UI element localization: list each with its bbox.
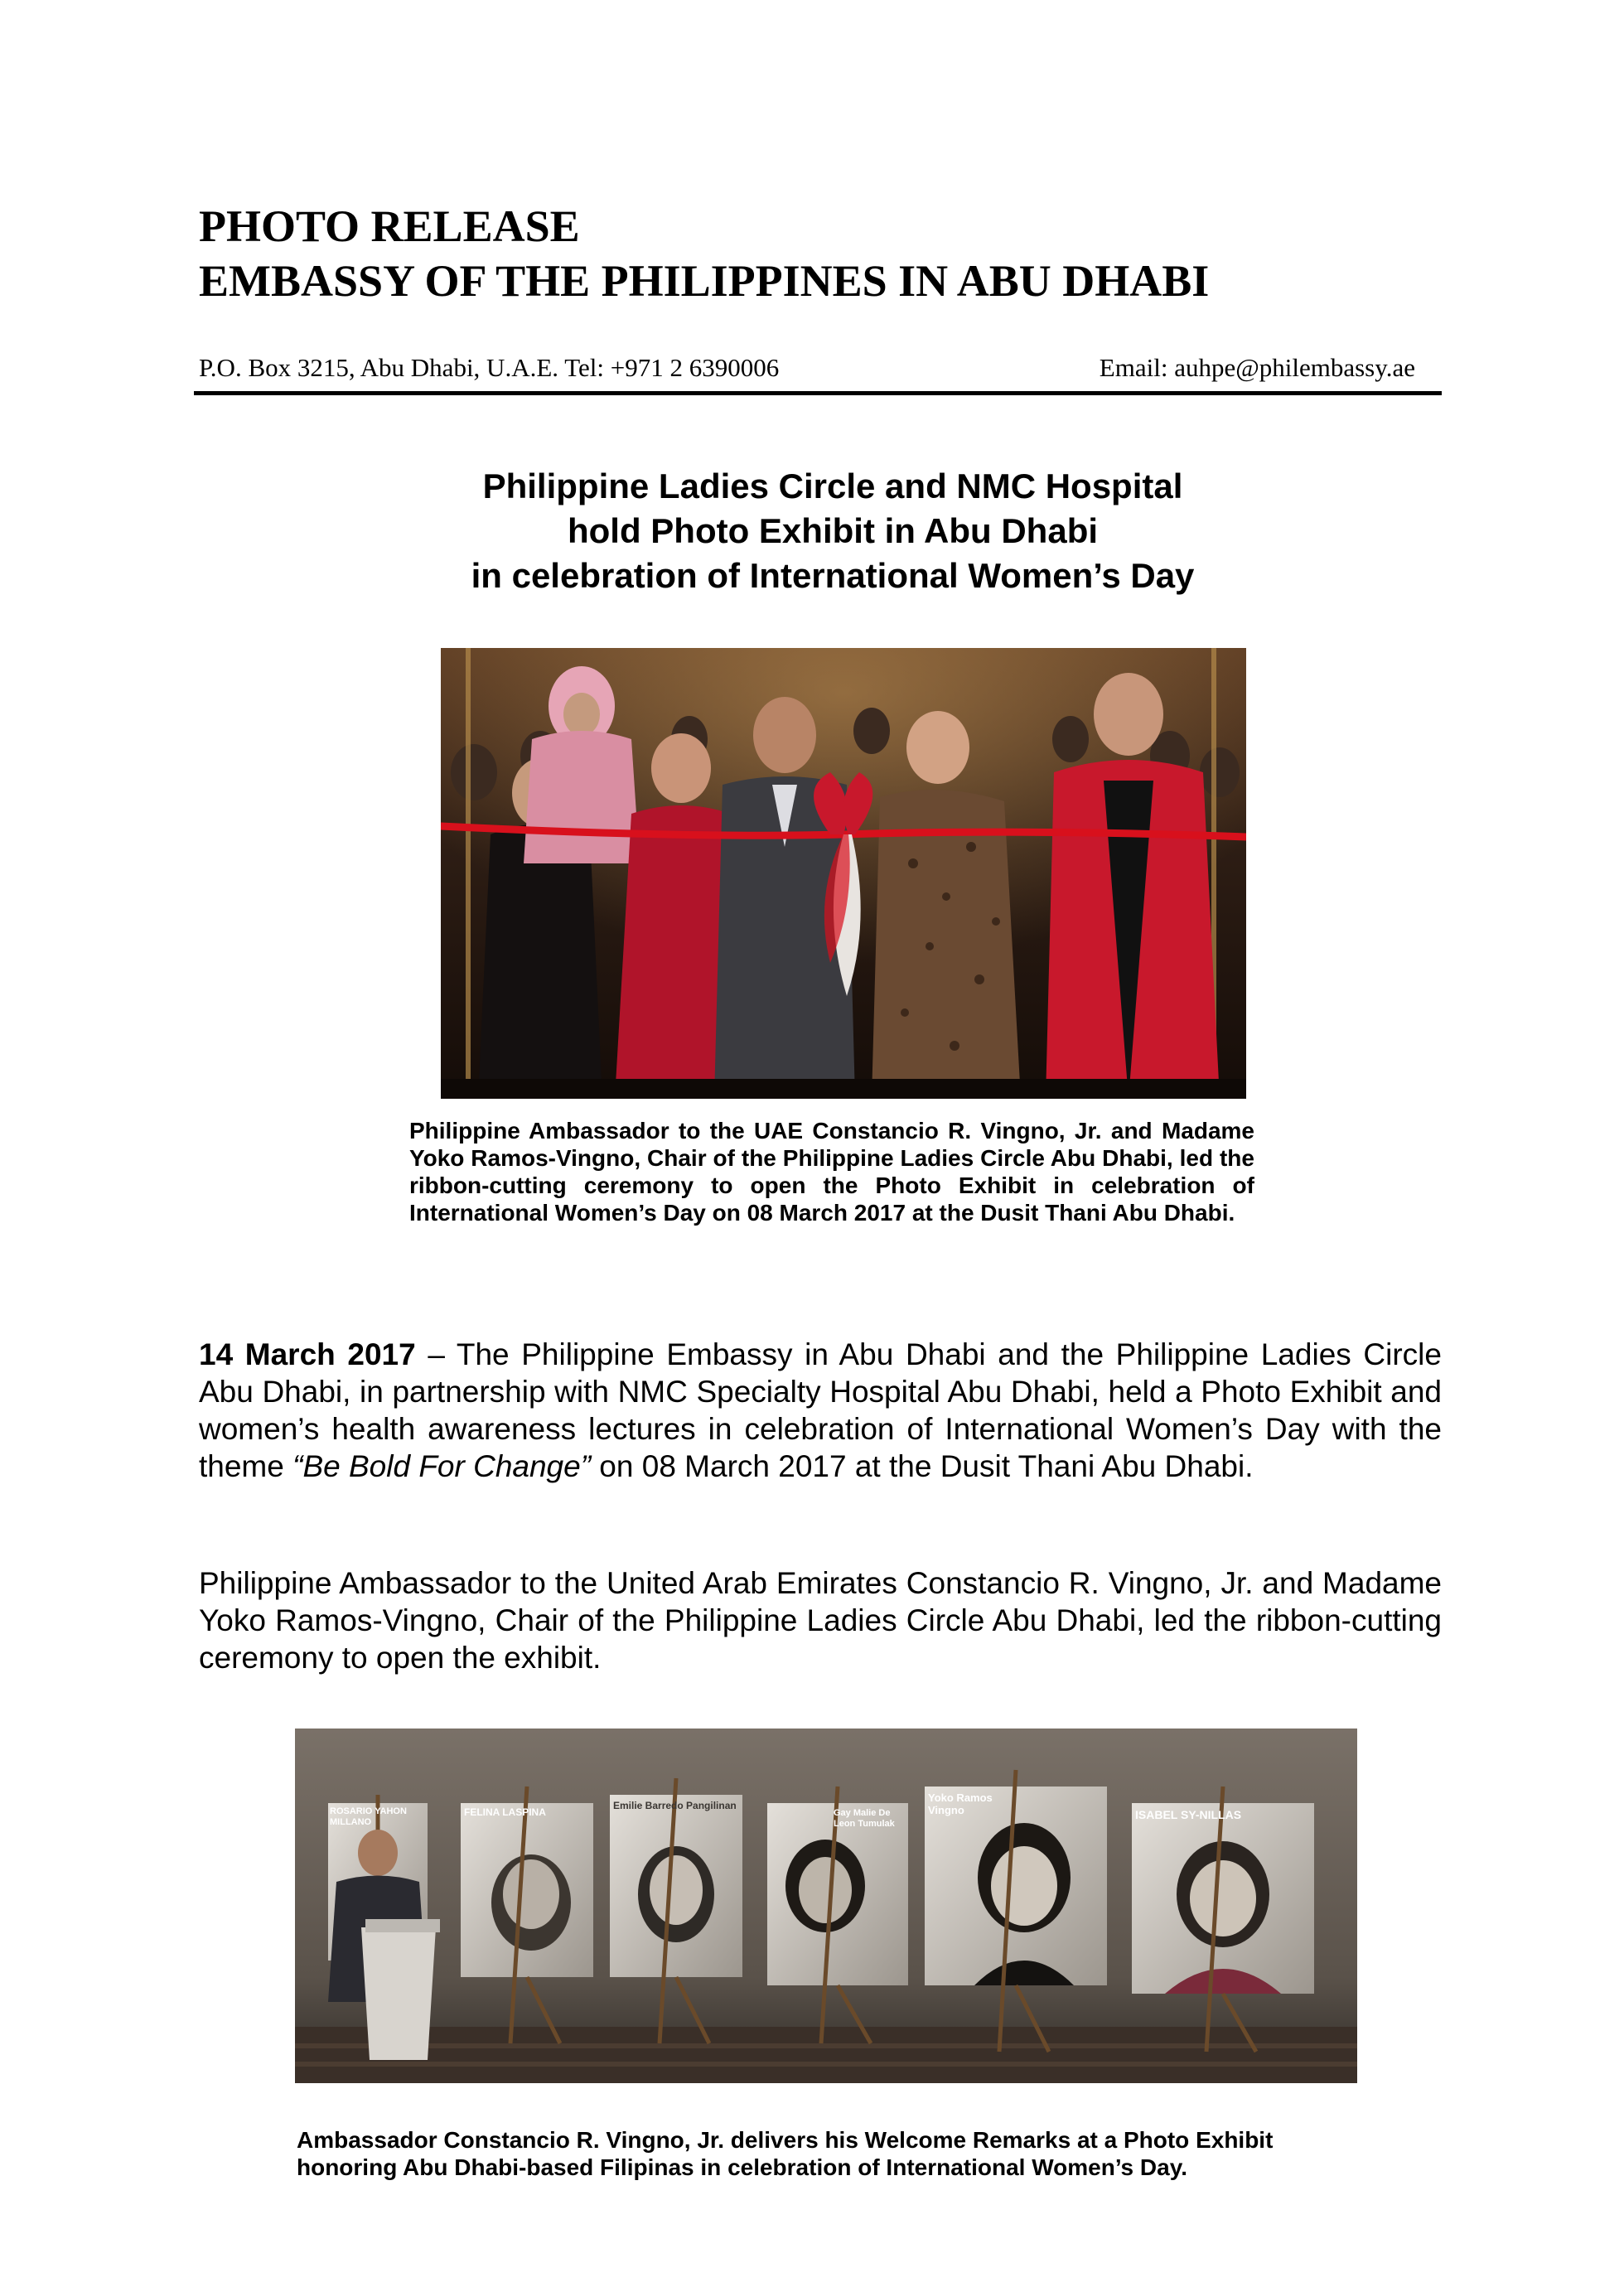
header-divider <box>194 391 1442 395</box>
headline-line-3: in celebration of International Women’s Day <box>471 556 1195 595</box>
headline <box>298 464 1367 598</box>
contact-email: Email: auhpe@philembassy.ae <box>1099 353 1415 382</box>
ribbon-cutting-illustration <box>441 648 1246 1099</box>
masthead-subtitle: EMBASSY OF THE PHILIPPINES IN ABU DHABI <box>199 256 1210 306</box>
contact-address: P.O. Box 3215, Abu Dhabi, U.A.E. Tel: +971 2 6390006 <box>199 353 780 382</box>
portrait-label-2: FELINA LASPINA <box>464 1806 546 1818</box>
exhibit-caption-line-2: honoring Abu Dhabi-based Filipinas in celebration of International Women’s Day. <box>297 2154 1187 2180</box>
body-paragraph-1 <box>199 1336 1442 1485</box>
masthead-title: PHOTO RELEASE <box>199 201 580 251</box>
exhibit-illustration <box>295 1729 1357 2083</box>
body-paragraph-2: Philippine Ambassador to the United Arab Emirates Constancio R. Vingno, Jr. and Madame Yoko Ramos-Vingno, Chair of the Philippine Ladies Circle Abu Dhabi, led the ribbon-cutting ceremony to open the exhibit. <box>199 1566 1442 1675</box>
headline-line-1: Philippine Ladies Circle and NMC Hospital <box>482 467 1183 505</box>
masthead <box>199 199 1442 308</box>
ribbon-cutting-photo <box>441 648 1246 1099</box>
body-paragraph-1-part-a: – The Philippine Embassy in Abu Dhabi and the Philippine Ladies Circle Abu Dhabi, in partnership with NMC Specialty Hospital Abu Dhabi, held a Photo Exhibit and women’s health awareness lectures in celebration of International Women’s Day with the theme <box>199 1337 1442 1483</box>
exhibit-photo-caption <box>297 2126 1374 2181</box>
portrait-label-3: Emilie Barredo Pangilinan <box>613 1800 737 1811</box>
exhibit-photo <box>295 1729 1357 2083</box>
portrait-label-6: ISABEL SY-NILLAS <box>1135 1808 1242 1821</box>
portrait-label-4: Gay Malie De Leon Tumulak <box>834 1808 895 1829</box>
headline-line-2: hold Photo Exhibit in Abu Dhabi <box>567 511 1099 550</box>
theme-text: “Be Bold For Change” <box>292 1449 592 1483</box>
ribbon-photo-caption: Philippine Ambassador to the UAE Constancio R. Vingno, Jr. and Madame Yoko Ramos-Vingno, Chair of the Philippine Ladies Circle Abu Dhabi, led the ribbon-cutting ceremony to open the Photo Exhibit in celebration of International Women’s Day on 08 March 2017 at the Dusit Thani Abu Dhabi. <box>409 1118 1254 1226</box>
dateline: 14 March 2017 <box>199 1337 416 1371</box>
portrait-label-1: ROSARIO YAHON MILLANO <box>330 1806 407 1827</box>
exhibit-caption-line-1: Ambassador Constancio R. Vingno, Jr. delivers his Welcome Remarks at a Photo Exhibit <box>297 2127 1274 2153</box>
portrait-label-5: Yoko Ramos Vingno <box>928 1791 993 1816</box>
contact-line <box>199 351 1415 384</box>
body-paragraph-1-part-b: on 08 March 2017 at the Dusit Thani Abu Dhabi. <box>591 1449 1254 1483</box>
